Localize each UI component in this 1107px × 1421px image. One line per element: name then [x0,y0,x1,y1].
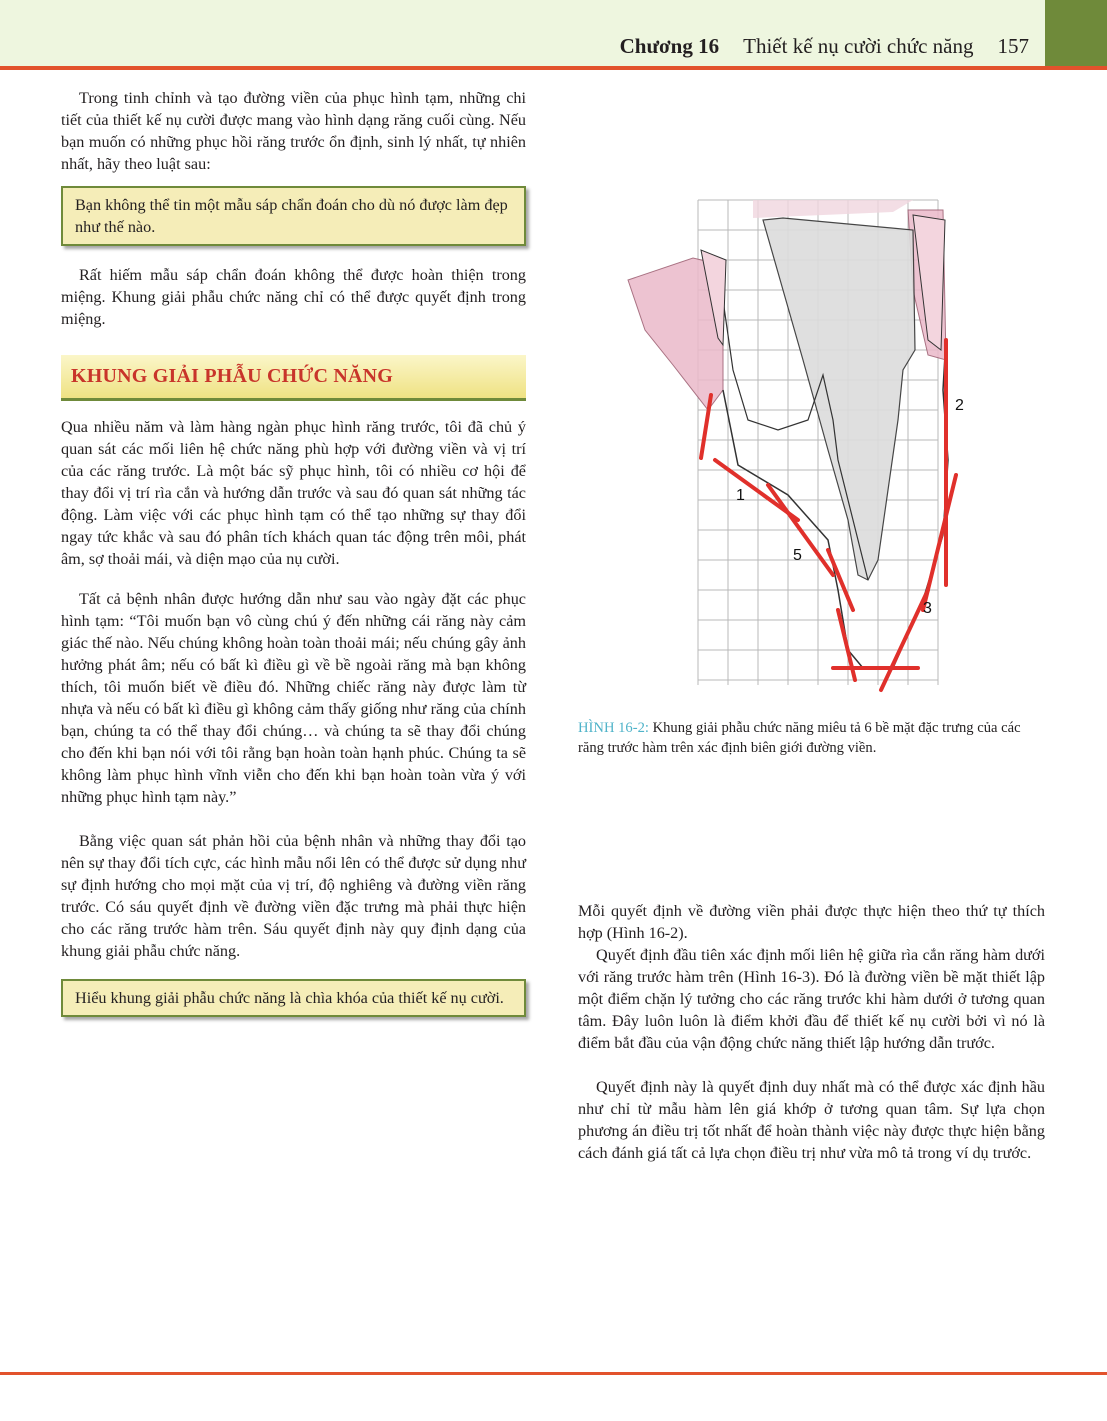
articulator-paragraph: Quyết định này là quyết định duy nhất mà có thể được xác định hầu như chỉ từ mẫu hàm lên giá khớp ở tương quan tâm. Sự lựa chọn phương án điều trị tốt nhất để hoàn thành việc này được thực hiện bằng cách đánh giá tất cả lựa chọn điều trị như vừa mô tả trong ví dụ trước. [578,1078,1045,1162]
section-heading: KHUNG GIẢI PHẪU CHỨC NĂNG [61,355,526,401]
frame-label-3: 3 [923,600,932,617]
tooth-crown [763,218,915,580]
rule-callout: Bạn không thể tin một mẫu sáp chẩn đoán cho dù nó được làm đẹp như thế nào. [61,186,526,246]
header-rule [0,66,1107,70]
wax-up-paragraph: Rất hiếm mẫu sáp chẩn đoán không thể được hoàn thiện trong miệng. Khung giải phẫu chức năng chỉ có thể được quyết định trong miệng. [61,266,526,328]
key-callout: Hiểu khung giải phẫu chức năng là chìa khóa của thiết kế nụ cười. [61,979,526,1017]
six-decisions-paragraph: Bằng việc quan sát phản hồi của bệnh nhân và những thay đổi tạo nên sự thay đổi tích cực, các hình mẫu nổi lên có thể được sử dụng như sự định hướng cho mọi mặt của vị trí, độ nghiêng và đường viền răng trước. Có sáu quyết định về đường viền đặc trưng mà phải thực hiện cho các răng trước hàm trên. Sáu quyết định này quy định dạng của khung giải phẫu chức năng. [61,832,526,960]
figure-caption-text: Khung giải phẫu chức năng miêu tả 6 bề mặt đặc trưng của các răng trước hàm trên xác định biên giới đường viền. [578,720,1021,756]
chapter-tab [1045,0,1107,66]
frame-label-2: 2 [955,397,964,414]
observation-paragraph: Qua nhiều năm và làm hàng ngàn phục hình răng trước, tôi đã chủ ý quan sát các mối liên hệ chức năng phù hợp với đường viền và vị trí của các răng trước. Là một bác sỹ phục hình, tôi có nhiều cơ hội để thay đổi vị trí rìa cắn và hướng dẫn trước và sau đó quan sát những tác động. Làm việc với các phục hình tạm có thể tạo những sự thay đổi ngay tức khắc và sau đó phân tích khách quan tác động trên môi, phát âm, sợ thoải mái, và diện mạo của nụ cười. [61,418,526,568]
chapter-title: Thiết kế nụ cười chức năng [743,34,974,58]
chapter-label: Chương 16 [619,34,720,58]
soft-tissue-top [753,200,913,218]
frame-label-1: 1 [736,487,745,504]
frame-label-5: 5 [793,547,802,564]
order-paragraph: Mỗi quyết định về đường viền phải được thực hiện theo thứ tự thích hợp (Hình 16-2). [578,902,1045,942]
functional-anatomy-frame-figure [623,190,1023,700]
figure-caption [578,718,1048,758]
first-decision-paragraph: Quyết định đầu tiên xác định mối liên hệ giữa rìa cắn răng hàm dưới với răng trước hàm trên (Hình 16-3). Đó là đường viền bề mặt thiết lập một điểm chặn lý tưởng cho các răng trước khi hàm dưới ở tương quan tâm. Đây luôn luôn là điểm khởi đầu để thiết kế nụ cười bởi vì nó là điểm bắt đầu của vận động chức năng thiết lập hướng dẫn trước. [578,946,1045,1052]
patient-instruction-paragraph: Tất cả bệnh nhân được hướng dẫn như sau vào ngày đặt các phục hình tạm: “Tôi muốn bạn vô cùng chú ý đến những cái răng này cảm giác thế nào. Nếu chúng không hoàn toàn thoải mái; nếu chúng gây ảnh hưởng phát âm; nếu có bất kì điều gì về bề ngoài răng mà bạn không thích, tôi muốn biết về điều đó. Những chiếc răng này được làm từ nhựa và nếu có bất kì điều gì không cảm thấy giống như răng của chính bạn, chúng ta có thể thay đổi chúng… và chúng ta sẽ thay đổi chúng cho đến khi bạn nói với tôi rằng bạn hoàn toàn hạnh phúc. Chúng ta sẽ không làm phục hình vĩnh viễn cho đến khi bạn hoàn toàn vừa ý với những phục hình tạm này.” [61,590,526,806]
running-head [620,34,1029,59]
figure-caption-label: HÌNH 16-2: [578,720,649,736]
page-number: 157 [997,34,1029,58]
footer-rule [0,1372,1107,1375]
intro-paragraph: Trong tinh chỉnh và tạo đường viền của phục hình tạm, những chi tiết của thiết kế nụ cười được mang vào hình dạng răng cuối cùng. Nếu bạn muốn có những phục hồi răng trước ổn định, sinh lý nhất, tự nhiên nhất, hãy theo luật sau: [61,89,526,173]
